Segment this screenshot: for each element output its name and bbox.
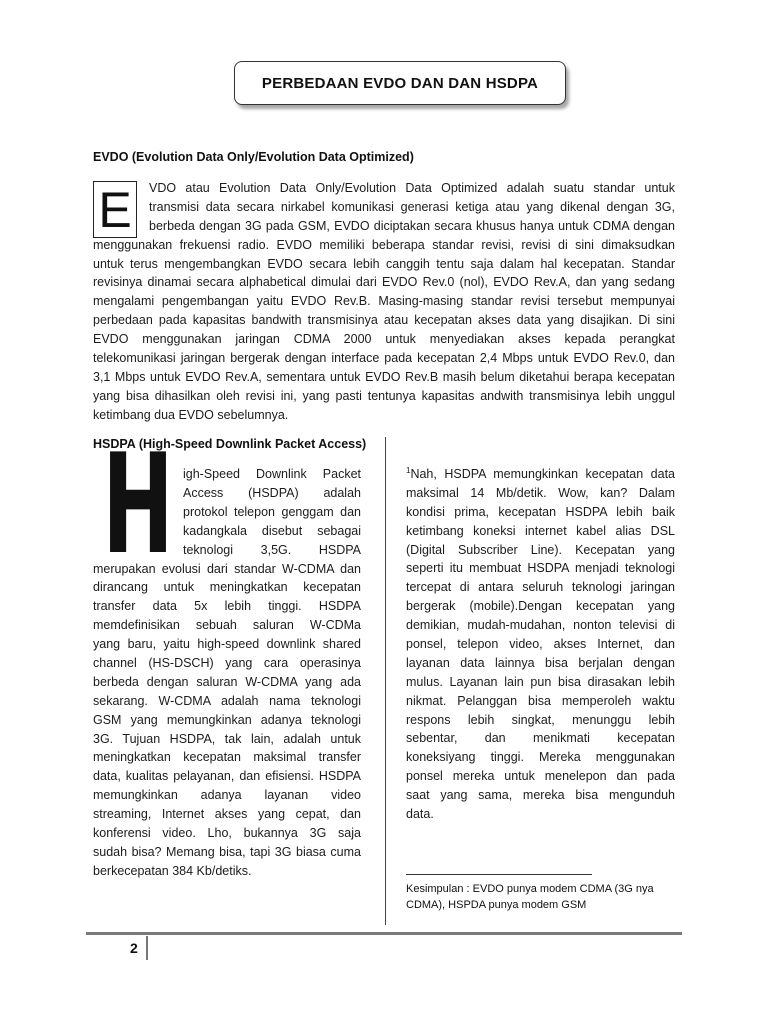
text-line: ketimbang koneksi internet kabel alias DSL bbox=[406, 523, 675, 538]
text-line: koneksiyang tinggi. Mereka menggunakan bbox=[406, 750, 675, 765]
text-line: protokol telepon genggam dan bbox=[183, 504, 361, 519]
text-line: yang baru, yaitu high-speed downlink shared bbox=[93, 637, 361, 652]
evdo-paragraph-wrapped bbox=[149, 179, 675, 236]
text-line: teknologi 3,5G. HSDPA bbox=[183, 542, 361, 557]
text-line: seperti itu membuat HSDPA menjadi teknologi bbox=[406, 561, 675, 576]
footnote-separator bbox=[406, 874, 592, 875]
evdo-dropcap: E bbox=[93, 181, 137, 238]
evdo-paragraph-full bbox=[93, 236, 675, 425]
text-line: konferensi video. Lho, bukannya 3G saja bbox=[93, 825, 361, 840]
text-line: sebentar, dan menikmati kecepatan bbox=[406, 731, 675, 746]
hsdpa-dropcap: H bbox=[102, 424, 174, 585]
evdo-heading: EVDO (Evolution Data Only/Evolution Data Optimized) bbox=[93, 150, 414, 164]
text-line: mulus. Layanan lain pun bisa dirasakan lebih bbox=[406, 674, 675, 689]
document-title: PERBEDAAN EVDO DAN DAN HSDPA bbox=[234, 61, 566, 105]
text-line: (Digital Subscriber Line). Kecepatan yang bbox=[406, 542, 675, 557]
text-line: yang bisa dihasilkan oleh revisi ini, yang pasti tentunya kapasitas andwith transmisinya lebih unggul bbox=[93, 388, 675, 403]
footnote-line: CDMA), HSPDA punya modem GSM bbox=[406, 899, 587, 911]
hsdpa-paragraph-right bbox=[406, 465, 675, 824]
page-number-bar bbox=[146, 936, 148, 960]
text-line: berbeda dengan 3G pada GSM, EVDO diciptakan secara khusus hanya untuk CDMA dengan bbox=[149, 218, 675, 233]
text-line: menggunakan frekuensi radio. EVDO memiliki beberapa standar revisi, revisi di sini dimaksudkan bbox=[93, 237, 675, 252]
text-line: 3G. Tujuan HSDPA, tak lain, adalah untuk bbox=[93, 731, 361, 746]
text-line: mengalami pengembangan yaitu EVDO Rev.B. Masing-masing standar revisi tersebut mempunyai bbox=[93, 294, 675, 309]
text-line-content: Nah, HSDPA memungkinkan kecepatan data bbox=[410, 467, 675, 481]
footnote bbox=[406, 881, 676, 913]
text-line: memungkinkan adanya layanan video bbox=[93, 788, 361, 803]
text-line: saat yang sama, mereka bisa mengunduh bbox=[406, 788, 675, 803]
text-line: untuk terus mengembangkan EVDO secara lebih canggih tentu saja dalam hal kecepatan. Standar bbox=[93, 256, 675, 271]
text-line: kondisi prima, kecepatan HSDPA lebih baik bbox=[406, 504, 675, 519]
text-line: data, kualitas pelayanan, dan efisiensi. HSDPA bbox=[93, 769, 361, 784]
text-line: sekarang. W-CDMA adalah nama teknologi bbox=[93, 693, 361, 708]
text-line: bergerak (mobile).Dengan kecepatan yang bbox=[406, 599, 675, 614]
hsdpa-paragraph-wrapped bbox=[183, 465, 361, 559]
column-divider bbox=[385, 437, 386, 925]
text-line: telekomunikasi jaringan bergerak dengan interface pada kecepatan 2,4 Mbps untuk EVDO Rev.0, dan bbox=[93, 351, 675, 366]
text-line: nikmat. Pelanggan bisa memperoleh waktu bbox=[406, 693, 675, 708]
text-line: EVDO menggunakan jaringan CDMA 2000 untuk menyediakan akses kepada perangkat bbox=[93, 332, 675, 347]
text-line: data. bbox=[406, 807, 434, 822]
text-line: ponsel, telepon video, akses Internet, dan bbox=[406, 637, 675, 652]
text-line: ketimbang dua EVDO sebelumnya. bbox=[93, 407, 289, 422]
text-line: streaming, Internet akses yang cepat, dan bbox=[93, 807, 361, 822]
text-line: igh-Speed Downlink Packet bbox=[183, 467, 361, 481]
text-line: revisinya dinamai secara alphabetical dimulai dari EVDO Rev.0 (nol), EVDO Rev.A, dan yang sedang bbox=[93, 275, 675, 290]
text-line: merupakan evolusi dari standar W-CDMA dan bbox=[93, 561, 361, 576]
text-line: respons lebih singkat, menunggu lebih bbox=[406, 712, 675, 727]
hsdpa-heading: HSDPA (High-Speed Downlink Packet Access) bbox=[93, 437, 367, 451]
text-line bbox=[406, 465, 675, 484]
text-line: demikian, mudah-mudahan, nonton televisi di bbox=[406, 618, 675, 633]
text-line: berkecepatan 384 Kb/detiks. bbox=[93, 863, 252, 878]
text-line: 3,1 Mbps untuk EVDO Rev.A, sementara untuk EVDO Rev.B masih belum diketahui berapa kecepatan bbox=[93, 369, 675, 384]
text-line: Access (HSDPA) adalah bbox=[183, 485, 361, 500]
text-line: memdefinisikan sebuah saluran W-CDMa bbox=[93, 618, 361, 633]
text-line: perbedaan pada kapasitas bandwith transmisinya atau kecepatan akses data yang disajikan. Di sini bbox=[93, 313, 675, 328]
text-line: layanan data lainnya bisa berjalan dengan bbox=[406, 655, 675, 670]
text-line: VDO atau Evolution Data Only/Evolution Data Optimized adalah suatu standar untuk bbox=[149, 181, 675, 195]
page-number: 2 bbox=[130, 940, 138, 956]
text-line: kadangkala disebut sebagai bbox=[183, 523, 361, 538]
text-line: ponsel mereka untuk menelepon dan pada bbox=[406, 769, 675, 784]
text-line: berbeda dengan saluran W-CDMA yang ada bbox=[93, 674, 361, 689]
text-line: maksimal 14 Mb/detik. Wow, kan? Dalam bbox=[406, 485, 675, 500]
text-line: meningkatkan kecepatan maksimal transfer bbox=[93, 750, 361, 765]
text-line: sudah bisa? Memang bisa, tapi 3G biasa cuma bbox=[93, 844, 361, 859]
text-line: tercepat di antara seluruh teknologi jaringan bbox=[406, 580, 675, 595]
footnote-marker: 1 bbox=[406, 465, 411, 475]
footnote-line: Kesimpulan : EVDO punya modem CDMA (3G nya bbox=[406, 883, 654, 895]
hsdpa-paragraph-left bbox=[93, 560, 361, 881]
footer-rule bbox=[86, 932, 682, 935]
text-line: transfer data 5x lebih tinggi. HSDPA bbox=[93, 599, 361, 614]
text-line: channel (HS-DSCH) yang cara operasinya bbox=[93, 655, 361, 670]
text-line: transmisi data secara nirkabel komunikasi generasi ketiga atau yang dikenal dengan 3G, bbox=[149, 199, 675, 214]
text-line: dirancang untuk meningkatkan kecepatan bbox=[93, 580, 361, 595]
text-line: GSM yang memungkinkan adanya teknologi bbox=[93, 712, 361, 727]
